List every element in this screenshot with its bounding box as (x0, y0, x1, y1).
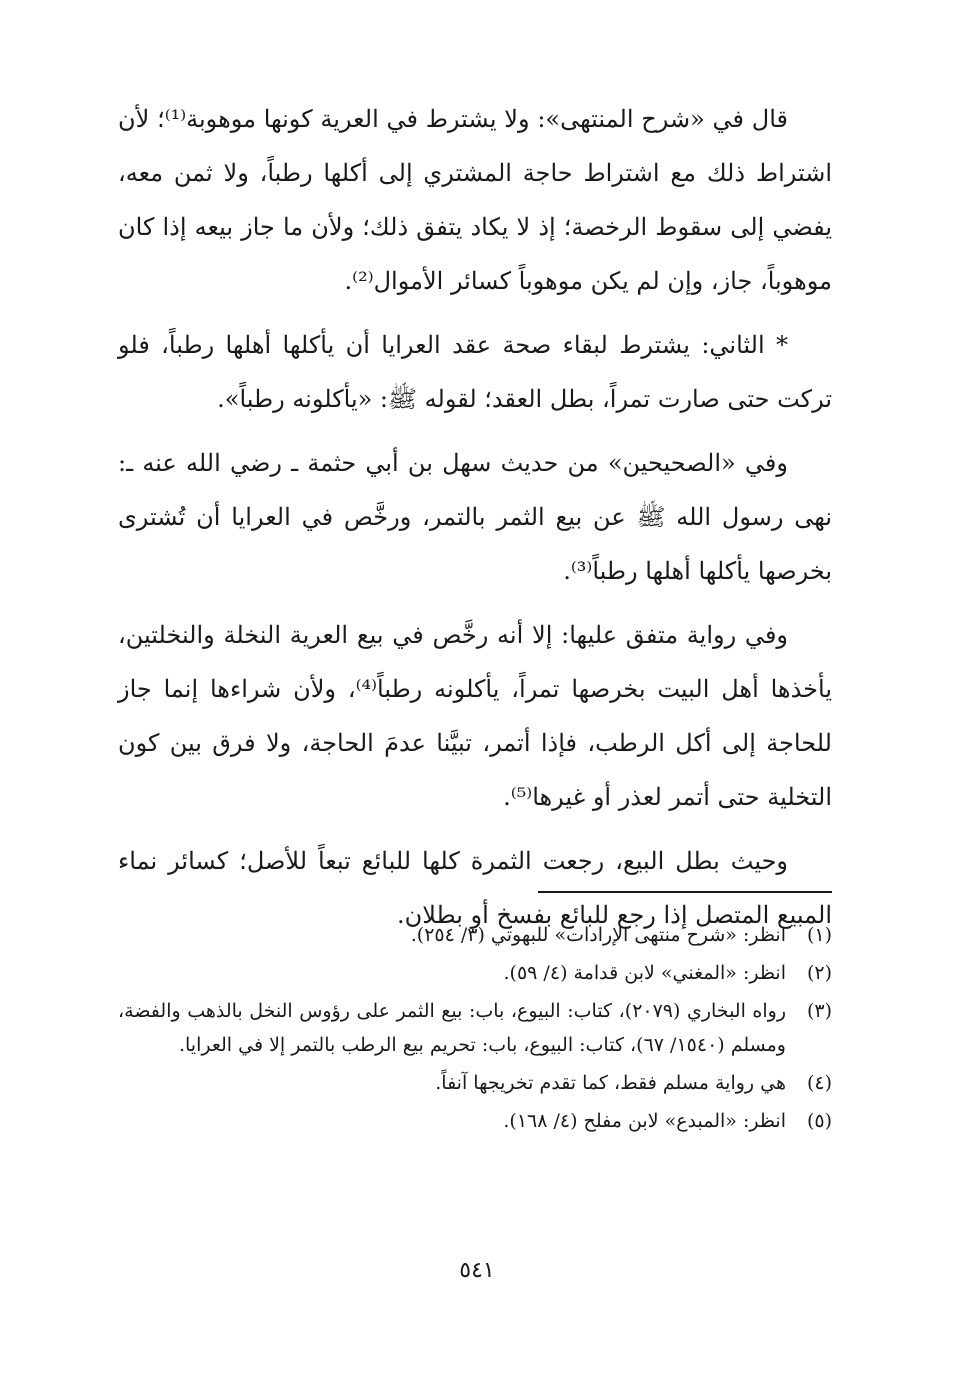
footnote-number: (٣) (806, 1000, 832, 1022)
footnote-text: انظر: «المبدع» لابن مفلح (٤/ ١٦٨). (503, 1110, 786, 1132)
paragraph-sale-void: وحيث بطل البيع، رجعت الثمرة كلها للبائع تبعاً للأصل؛ كسائر نماء المبيع المتصل إذا رجع للبائع بفسخ أو بطلان. (118, 847, 832, 929)
footnotes (118, 918, 832, 1142)
paragraph-mawhuba: قال في «شرح المنتهى»: ولا يشترط في العرية كونها موهوبة⁽¹⁾؛ لأن اشتراط ذلك مع اشتراط حاجة المشتري إلى أكلها رطباً، ولا ثمن معه، يفضي إلى سقوط الرخصة؛ إذ لا يكاد يتفق ذلك؛ ولأن ما جاز بيعه إذا كان موهوباً، جاز، وإن لم يكن موهوباً كسائر الأموال⁽²⁾. (118, 105, 832, 295)
footnote-number: (٢) (806, 962, 832, 984)
footnote-text: رواه البخاري (٢٠٧٩)، كتاب: البيوع، باب: بيع الثمر على رؤوس النخل بالذهب والفضة، ومسلم (١٥٤٠/ ٦٧)، كتاب: البيوع، باب: تحريم بيع الرطب بالتمر إلا في العرايا. (118, 1000, 786, 1056)
footnote-number: (٥) (806, 1110, 832, 1132)
footnote-item (118, 956, 832, 990)
footnote-item (118, 994, 832, 1062)
footnote-text: انظر: «المغني» لابن قدامة (٤/ ٥٩). (503, 962, 786, 984)
paragraph-second-condition: * الثاني: يشترط لبقاء صحة عقد العرايا أن يأكلها أهلها رطباً، فلو تركت حتى صارت تمراً، بطل العقد؛ لقوله ﷺ: «يأكلونه رطباً». (118, 331, 832, 413)
page-number: ٥٤١ (459, 1258, 495, 1283)
footnote-number: (٤) (806, 1072, 832, 1094)
footnote-separator (538, 891, 832, 893)
main-text-block (118, 92, 832, 952)
footnote-text: انظر: «شرح منتهى الإرادات» للبهوتي (٣/ ٢٥٤). (410, 924, 786, 946)
footnote-item (118, 1104, 832, 1138)
footnote-number: (١) (806, 924, 832, 946)
paragraph-agreed-narration: وفي رواية متفق عليها: إلا أنه رخَّص في بيع العرية النخلة والنخلتين، يأخذها أهل البيت بخرصها تمراً، يأكلونه رطباً⁽⁴⁾، ولأن شراءها إنما جاز للحاجة إلى أكل الرطب، فإذا أتمر، تبيَّنا عدمَ الحاجة، ولا فرق بين كون التخلية حتى أتمر لعذر أو غيرها⁽⁵⁾. (118, 621, 832, 811)
footnote-item (118, 1066, 832, 1100)
footnote-text: هي رواية مسلم فقط، كما تقدم تخريجها آنفاً. (435, 1072, 786, 1094)
paragraph-sahihayn-hadith: وفي «الصحيحين» من حديث سهل بن أبي حثمة ـ رضي الله عنه ـ: نهى رسول الله ﷺ عن بيع الثمر بالتمر، ورخَّص في العرايا أن تُشترى بخرصها يأكلها أهلها رطباً⁽³⁾. (118, 449, 832, 585)
footnote-item (118, 918, 832, 952)
